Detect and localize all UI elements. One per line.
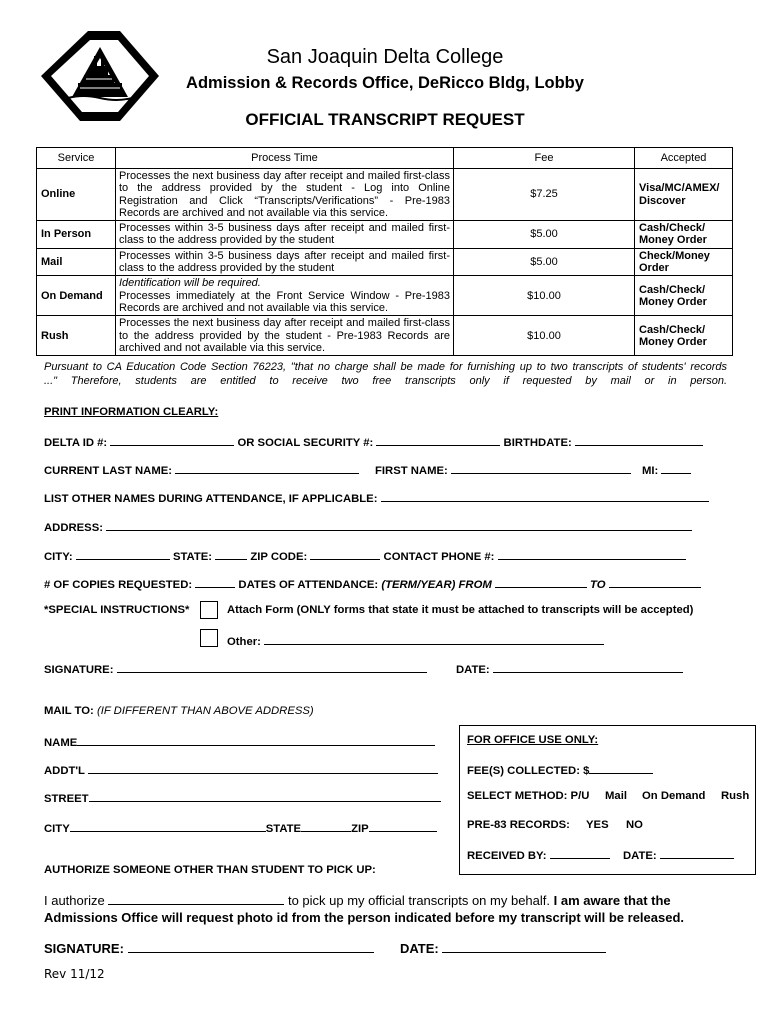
date-field[interactable] — [493, 661, 683, 673]
other-names-label: LIST OTHER NAMES DURING ATTENDANCE, IF APPLICABLE: — [44, 493, 378, 505]
office-date-label: DATE: — [623, 850, 657, 862]
mail-to-label: MAIL TO: — [44, 705, 94, 717]
delta-id-field[interactable] — [110, 434, 234, 446]
form-title: OFFICIAL TRANSCRIPT REQUEST — [245, 110, 525, 129]
service-cell: On Demand — [37, 276, 116, 316]
mail-city-label: CITY — [44, 823, 70, 835]
special-instructions-label: *SPECIAL INSTRUCTIONS* — [44, 604, 190, 616]
city-label: CITY: — [44, 551, 73, 563]
received-by-field[interactable] — [550, 847, 610, 859]
term-to-field[interactable] — [609, 576, 701, 588]
mail-zip-field[interactable] — [369, 820, 437, 832]
fees-collected-field[interactable] — [589, 762, 653, 774]
address-field[interactable] — [106, 519, 692, 531]
table-row — [37, 248, 733, 276]
first-name-label: FIRST NAME: — [375, 465, 448, 477]
auth-date-label: DATE: — [400, 941, 439, 956]
attach-form-label: Attach Form (ONLY forms that state it must be attached to transcripts will be accepted) — [227, 604, 694, 616]
revision-label: Rev 11/12 — [44, 967, 105, 981]
term-from-label: (TERM/YEAR) FROM — [381, 579, 492, 591]
delta-id-label: DELTA ID #: — [44, 437, 108, 449]
attach-form-checkbox[interactable] — [200, 601, 218, 619]
to-label: TO — [590, 579, 606, 591]
address-row — [44, 519, 692, 534]
table-row — [37, 316, 733, 356]
accepted-cell: Cash/Check/ Money Order — [635, 221, 733, 249]
accepted-cell: Cash/Check/ Money Order — [635, 276, 733, 316]
mail-to-heading — [44, 705, 314, 717]
process-time-cell — [116, 276, 454, 316]
print-clearly-heading: PRINT INFORMATION CLEARLY: — [44, 406, 219, 418]
zip-label: ZIP CODE: — [250, 551, 308, 563]
fee-cell: $7.25 — [454, 169, 635, 221]
pre83-no: NO — [626, 819, 643, 831]
phone-label: CONTACT PHONE #: — [383, 551, 495, 563]
note-line-1: Pursuant to CA Education Code Section 76223, "that no charge shall be made for furnishing up to two transcripts of students' records — [44, 361, 727, 373]
copies-row — [44, 576, 701, 591]
fee-cell: $10.00 — [454, 276, 635, 316]
date-group — [456, 661, 683, 676]
other-row — [227, 633, 604, 648]
last-name-label: CURRENT LAST NAME: — [44, 465, 173, 477]
process-time-cell: Processes within 3-5 business days after receipt and mailed first-class to the address provided by the student — [116, 248, 454, 276]
process-time-detail: Processes immediately at the Front Service Window - Pre-1983 Records are archived and not available via this service. — [119, 289, 450, 315]
fee-cell: $10.00 — [454, 316, 635, 356]
note-line-2: ..." Therefore, students are entitled to receive two free transcripts only if requested by mail or in person. — [44, 375, 727, 387]
mail-city-field[interactable] — [70, 820, 266, 832]
ssn-label: OR SOCIAL SECURITY #: — [237, 437, 374, 449]
signature-field[interactable] — [117, 661, 427, 673]
mail-street-row — [44, 790, 441, 805]
table-row — [37, 221, 733, 249]
other-names-field[interactable] — [381, 490, 709, 502]
method-mail: Mail — [605, 790, 627, 802]
first-name-group — [375, 462, 631, 477]
id-row — [44, 434, 703, 449]
process-time-cell: Processes the next business day after receipt and mailed first-class to the address provided by the student - Log into Online Registration and Click “Transcripts/Verifications” - Pre-1983 Records are archived and not available via this service. — [116, 169, 454, 221]
phone-field[interactable] — [498, 548, 686, 560]
ssn-field[interactable] — [376, 434, 500, 446]
col-service: Service — [37, 148, 116, 169]
fees-collected-label: FEE(S) COLLECTED: $ — [467, 765, 590, 777]
pre83-label: PRE-83 RECORDS: — [467, 819, 570, 831]
auth-date-field[interactable] — [442, 940, 606, 953]
col-process-time: Process Time — [116, 148, 454, 169]
mail-state-label: STATE — [265, 823, 302, 835]
mi-field[interactable] — [661, 462, 691, 474]
col-accepted: Accepted — [635, 148, 733, 169]
received-by-label: RECEIVED BY: — [467, 850, 547, 862]
process-time-cell: Processes the next business day after receipt and mailed first-class to the address provided by the student - Pre-1983 Records are archived and not available via this service. — [116, 316, 454, 356]
mail-name-row — [44, 734, 435, 749]
city-field[interactable] — [76, 548, 170, 560]
mail-addtl-label: ADDT'L — [44, 765, 85, 777]
name-row — [44, 462, 359, 477]
aware-text: I am aware that the — [553, 893, 671, 908]
authorized-person-field[interactable] — [108, 892, 284, 905]
college-name: San Joaquin Delta College — [266, 46, 504, 68]
accepted-cell: Cash/Check/ Money Order — [635, 316, 733, 356]
table-row — [37, 169, 733, 221]
mi-label: MI: — [642, 465, 659, 477]
mail-zip-label: ZIP — [351, 823, 369, 835]
state-field[interactable] — [215, 548, 247, 560]
aware-text-continued: Admissions Office will request photo id from the person indicated before my transcript will be released. — [44, 910, 685, 925]
service-cell: Online — [37, 169, 116, 221]
mail-street-label: STREET — [44, 793, 89, 805]
auth-date-row — [400, 940, 606, 956]
service-table — [36, 147, 733, 356]
office-use-title: FOR OFFICE USE ONLY: — [467, 734, 599, 746]
first-name-field[interactable] — [451, 462, 631, 474]
education-code-note — [44, 360, 727, 388]
i-authorize-text: I authorize — [44, 893, 105, 908]
mail-state-field[interactable] — [301, 820, 351, 832]
col-fee: Fee — [454, 148, 635, 169]
method-on-demand: On Demand — [642, 790, 706, 802]
fee-cell: $5.00 — [454, 248, 635, 276]
service-cell: Rush — [37, 316, 116, 356]
mail-name-field[interactable] — [77, 734, 435, 746]
mi-group — [642, 462, 691, 477]
copies-field[interactable] — [195, 576, 235, 588]
table-row — [37, 276, 733, 316]
city-row — [44, 548, 686, 563]
term-from-field[interactable] — [495, 576, 587, 588]
state-label: STATE: — [172, 551, 213, 563]
last-name-field[interactable] — [175, 462, 359, 474]
auth-signature-field[interactable] — [128, 940, 374, 953]
pre83-yes: YES — [586, 819, 609, 831]
accepted-cell: Check/Money Order — [635, 248, 733, 276]
birthdate-field[interactable] — [575, 434, 703, 446]
service-cell: In Person — [37, 221, 116, 249]
other-label: Other: — [227, 636, 261, 648]
fees-collected-row — [467, 762, 653, 777]
service-cell: Mail — [37, 248, 116, 276]
select-method-label: SELECT METHOD: P/U — [467, 790, 590, 802]
college-logo-icon — [38, 28, 162, 124]
auth-signature-label: SIGNATURE: — [44, 941, 124, 956]
table-header-row — [37, 148, 733, 169]
auth-signature-row — [44, 940, 374, 956]
zip-field[interactable] — [310, 548, 380, 560]
address-label: ADDRESS: — [44, 522, 103, 534]
method-rush: Rush — [721, 790, 750, 802]
other-checkbox[interactable] — [200, 629, 218, 647]
process-time-note: Identification will be required. — [119, 277, 261, 290]
mail-street-field[interactable] — [89, 790, 441, 802]
mail-name-label: NAME — [44, 737, 78, 749]
office-name: Admission & Records Office, DeRicco Bldg, Lobby — [186, 74, 584, 92]
process-time-cell: Processes within 3-5 business days after receipt and mailed first-class to the address provided by the student — [116, 221, 454, 249]
other-field[interactable] — [264, 633, 604, 645]
office-date-row — [623, 847, 734, 862]
signature-label: SIGNATURE: — [44, 664, 114, 676]
signature-row — [44, 661, 427, 676]
date-label: DATE: — [456, 664, 490, 676]
mail-to-note: (IF DIFFERENT THAN ABOVE ADDRESS) — [96, 705, 314, 717]
received-row — [467, 847, 610, 862]
pickup-text: to pick up my official transcripts on my behalf. — [287, 893, 550, 908]
authorize-line-1 — [44, 892, 671, 908]
mail-addtl-field[interactable] — [88, 762, 438, 774]
birthdate-label: BIRTHDATE: — [503, 437, 572, 449]
mail-city-row — [44, 820, 437, 835]
dates-label: DATES OF ATTENDANCE: — [238, 579, 379, 591]
copies-label: # OF COPIES REQUESTED: — [44, 579, 193, 591]
accepted-cell: Visa/MC/AMEX/ Discover — [635, 169, 733, 221]
other-names-row — [44, 490, 709, 505]
fee-cell: $5.00 — [454, 221, 635, 249]
office-date-field[interactable] — [660, 847, 734, 859]
authorize-heading: AUTHORIZE SOMEONE OTHER THAN STUDENT TO PICK UP: — [44, 864, 376, 876]
mail-addtl-row — [44, 762, 438, 777]
